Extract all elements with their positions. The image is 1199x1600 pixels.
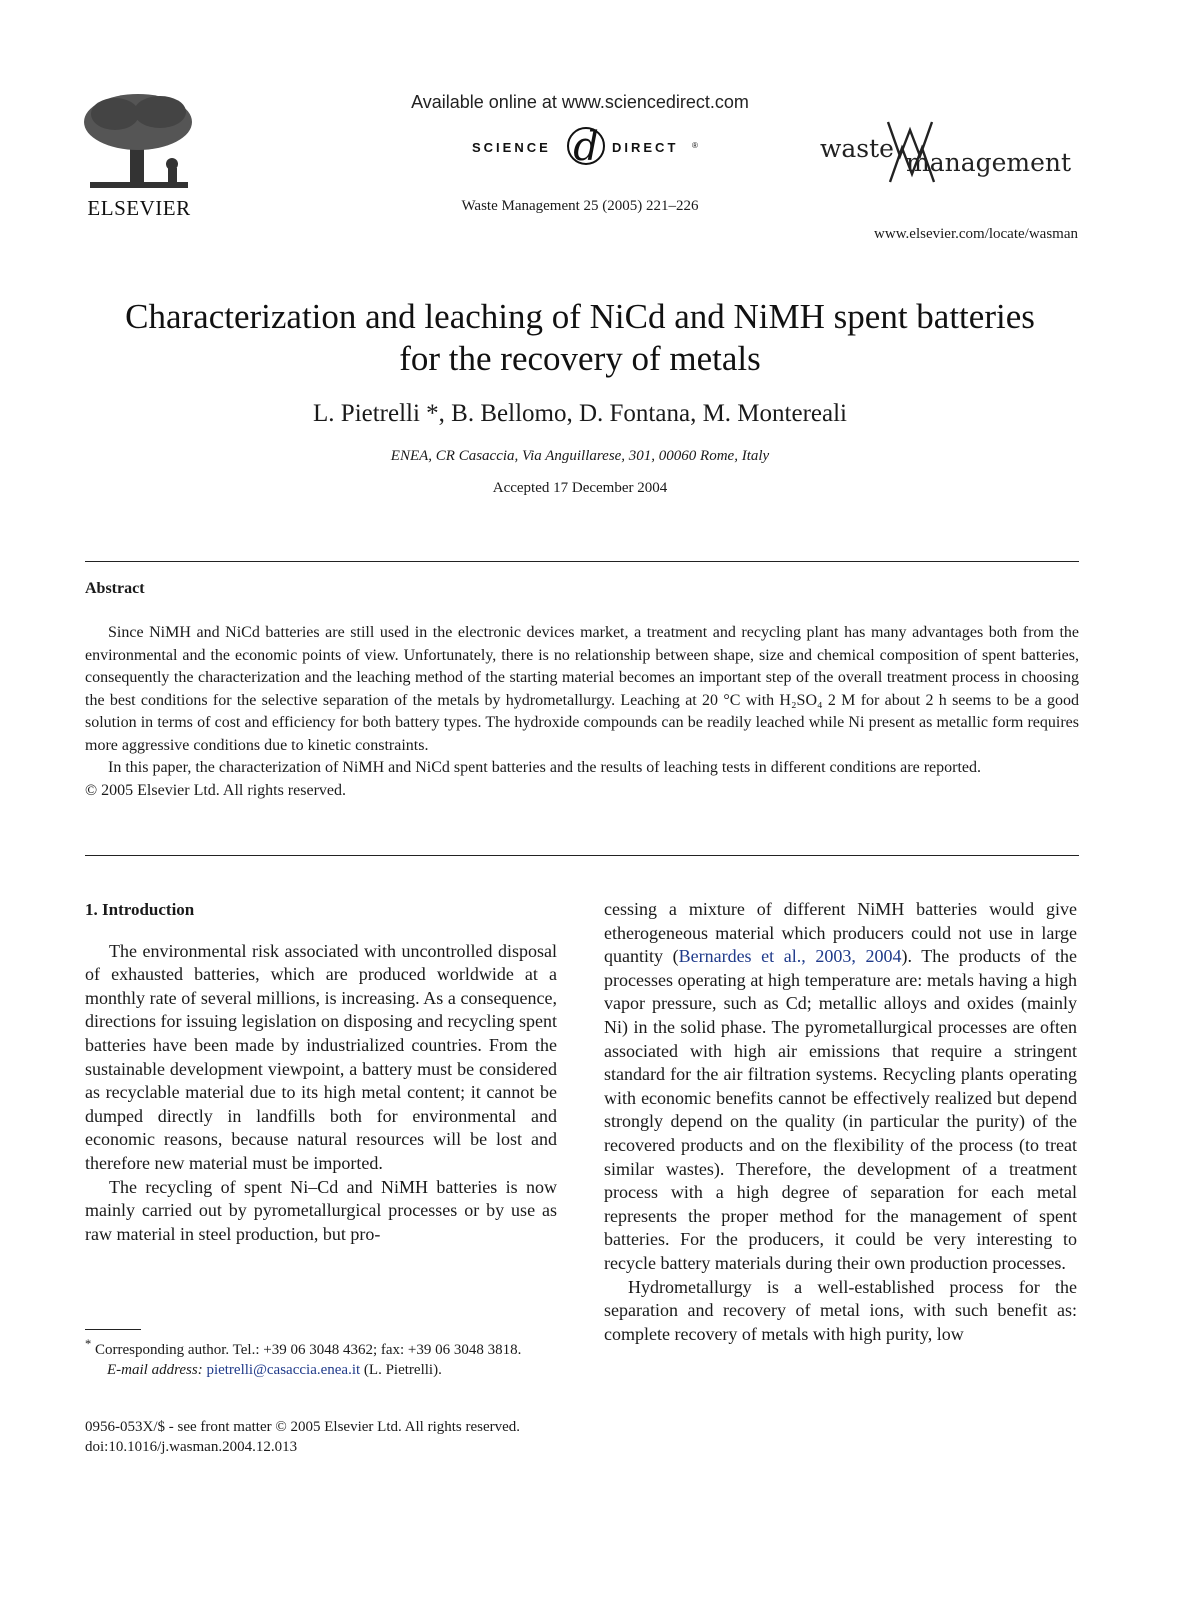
affiliation: ENEA, CR Casaccia, Via Anguillarese, 301, 00060 Rome, Italy xyxy=(390,448,770,464)
title-line-1: Characterization and leaching of NiCd and NiMH spent batteries xyxy=(125,297,1035,336)
section-heading-introduction: 1. Introduction xyxy=(85,900,195,919)
sd-science-word: SCIENCE xyxy=(472,140,551,155)
right-paragraph-1: cessing a mixture of different NiMH batteries would give etherogeneous material which producers could not use in large quantity (Bernardes et al., 2003, 2004). The products of the processes operating at high temperature are: metals having a high vapor pressure, such as Cd; metallic alloys and oxides (mainly Ni) in the solid phase. The pyrometallurgical processes are often associated with high air emissions that require a stringent standard for the air filtration systems. Recycling plants operating with economic benefits cannot be effectively realized but depend strongly depend on the quality (in particular the purity) of the recovered products and on the flexibility of the process (to treat similar wastes). Therefore, the development of a treatment process with a high degree of separation for each metal represents the proper method for the management of spent batteries. For the producers, it could be very interesting to recycle battery materials during their own production processes. xyxy=(604,899,1077,1273)
sd-d-mark: d xyxy=(573,124,599,170)
abstract-bottom-rule xyxy=(85,855,1079,856)
title-line-2: for the recovery of metals xyxy=(399,339,761,378)
citation-link[interactable]: Bernardes et al., 2003, 2004 xyxy=(678,946,902,967)
available-online-text: Available online at www.sciencedirect.com xyxy=(411,92,749,112)
front-matter xyxy=(85,1417,605,1457)
right-column xyxy=(604,898,1077,1346)
footnote-rule xyxy=(85,1329,141,1330)
elsevier-wordmark: ELSEVIER xyxy=(87,196,191,220)
footnote xyxy=(85,1334,557,1380)
abstract-top-rule xyxy=(85,561,1079,562)
email-link[interactable]: pietrelli@casaccia.enea.it xyxy=(206,1362,361,1378)
right-paragraph-2: Hydrometallurgy is a well-established process for the separation and recovery of metal ions, with such benefit as: complete recovery of metals with high purity, low xyxy=(604,1276,1077,1344)
waste-management-logo xyxy=(820,118,1080,188)
footnote-marker: * xyxy=(85,1337,92,1351)
email-label: E-mail address: xyxy=(107,1362,203,1378)
wm-logo-left: waste xyxy=(820,134,894,163)
tree-icon xyxy=(80,92,198,192)
accepted-date: Accepted 17 December 2004 xyxy=(492,480,668,496)
email-owner: (L. Pietrelli). xyxy=(363,1362,442,1378)
article-title xyxy=(80,296,1080,380)
abstract-paragraph-1: Since NiMH and NiCd batteries are still used in the electronic devices market, a treatment and recycling plant has many advantages both from the environmental and the economic points of view. Unfortunately, there is no relationship between shape, size and chemical composition of spent batteries, consequently the characterization and the leaching method of the starting material becomes an important step of the overall treatment process in choosing the best conditions for the selective separation of the metals by hydrometallurgy. Leaching at 20 °C with H₂SO₄ 2 M for about 2 h seems to be a good solution in terms of cost and efficiency for both battery types. The hydroxide compounds can be readily leached while Ni present as metallic form requires more aggressive conditions due to kinetic constraints. xyxy=(85,624,1079,754)
elsevier-logo xyxy=(80,92,198,222)
abstract-paragraph-2: In this paper, the characterization of NiMH and NiCd spent batteries and the results of leaching tests in different conditions are reported. xyxy=(108,759,982,776)
doi-line: doi:10.1016/j.wasman.2004.12.013 xyxy=(85,1439,298,1455)
intro-paragraph-2: The recycling of spent Ni–Cd and NiMH batteries is now mainly carried out by pyrometallurgical processes or by use as raw material in steel production, but pro- xyxy=(85,1176,557,1244)
issn-line: 0956-053X/$ - see front matter © 2005 Elsevier Ltd. All rights reserved. xyxy=(85,1419,521,1435)
abstract-copyright: © 2005 Elsevier Ltd. All rights reserved. xyxy=(85,781,346,799)
sciencedirect-logo xyxy=(470,124,702,170)
left-column xyxy=(85,898,557,1246)
abstract-body xyxy=(85,622,1079,802)
journal-citation: Waste Management 25 (2005) 221–226 xyxy=(461,198,699,214)
intro-paragraph-1: The environmental risk associated with uncontrolled disposal of exhausted batteries, which are produced worldwide at a monthly rate of several millions, is increasing. As a consequence, directions for issuing legislation on disposing and recycling spent batteries have been made by industrialized countries. From the sustainable development viewpoint, a battery must be considered as recyclable material due to its high metal content; it cannot be dumped directly in landfills both for environmental and economic reasons, because natural resources will be lost and therefore new material must be imported. xyxy=(85,940,557,1173)
corresponding-author: Corresponding author. Tel.: +39 06 3048 4362; fax: +39 06 3048 3818. xyxy=(95,1342,522,1358)
sd-direct-word: DIRECT xyxy=(612,140,679,155)
journal-url[interactable]: www.elsevier.com/locate/wasman xyxy=(874,226,1078,242)
author-list: L. Pietrelli *, B. Bellomo, D. Fontana, M. Montereali xyxy=(313,400,847,427)
abstract-heading: Abstract xyxy=(85,580,145,597)
sd-registered-mark: ® xyxy=(692,141,698,150)
wm-logo-right: management xyxy=(906,148,1072,177)
